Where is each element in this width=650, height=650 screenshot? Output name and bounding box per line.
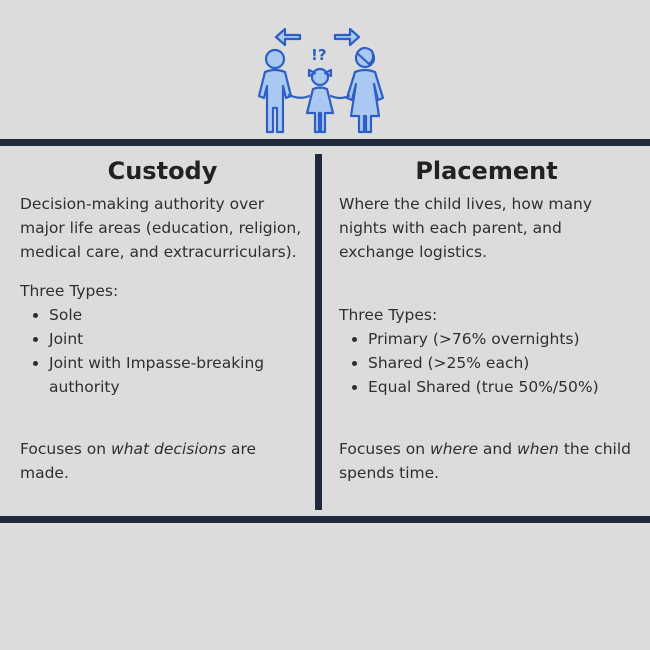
placement-types-label: Three Types:: [339, 306, 438, 324]
list-item: • Shared (>25% each): [368, 351, 634, 375]
child-figure-icon: [307, 69, 333, 132]
question-marks: !?: [311, 46, 327, 64]
top-divider-bar: [0, 139, 650, 146]
family-illustration-icon: [245, 16, 395, 138]
bottom-divider-bar: [0, 516, 650, 523]
list-item: • Primary (>76% overnights): [368, 327, 634, 351]
custody-types-list: [20, 303, 305, 399]
custody-types-label: Three Types:: [20, 282, 119, 300]
list-item: • Joint with Impasse-breaking authority: [49, 351, 305, 399]
father-figure-icon: [259, 50, 291, 132]
column-divider: [315, 154, 322, 510]
placement-column: [339, 154, 634, 482]
list-item: • Equal Shared (true 50%/50%): [368, 375, 634, 399]
list-item: • Sole: [49, 303, 305, 327]
placement-heading: Placement: [415, 157, 558, 185]
placement-types-list: [339, 327, 634, 399]
list-item: • Joint: [49, 327, 305, 351]
placement-description: Where the child lives, how many nights with each parent, and exchange logistics.: [339, 195, 593, 261]
hand-link-left: [289, 95, 309, 98]
custody-focus: Focuses on what decisions are made.: [20, 440, 257, 482]
mother-figure-icon: [347, 48, 383, 132]
arrow-right-icon: [335, 29, 359, 45]
arrow-left-icon: [276, 29, 300, 45]
hand-link-right: [331, 96, 349, 98]
custody-column: [20, 154, 305, 482]
custody-heading: Custody: [107, 157, 218, 185]
placement-focus: Focuses on where and when the child spends time.: [339, 440, 631, 482]
custody-description: Decision-making authority over major life areas (education, religion, medical care, and extracurriculars).: [20, 195, 302, 261]
